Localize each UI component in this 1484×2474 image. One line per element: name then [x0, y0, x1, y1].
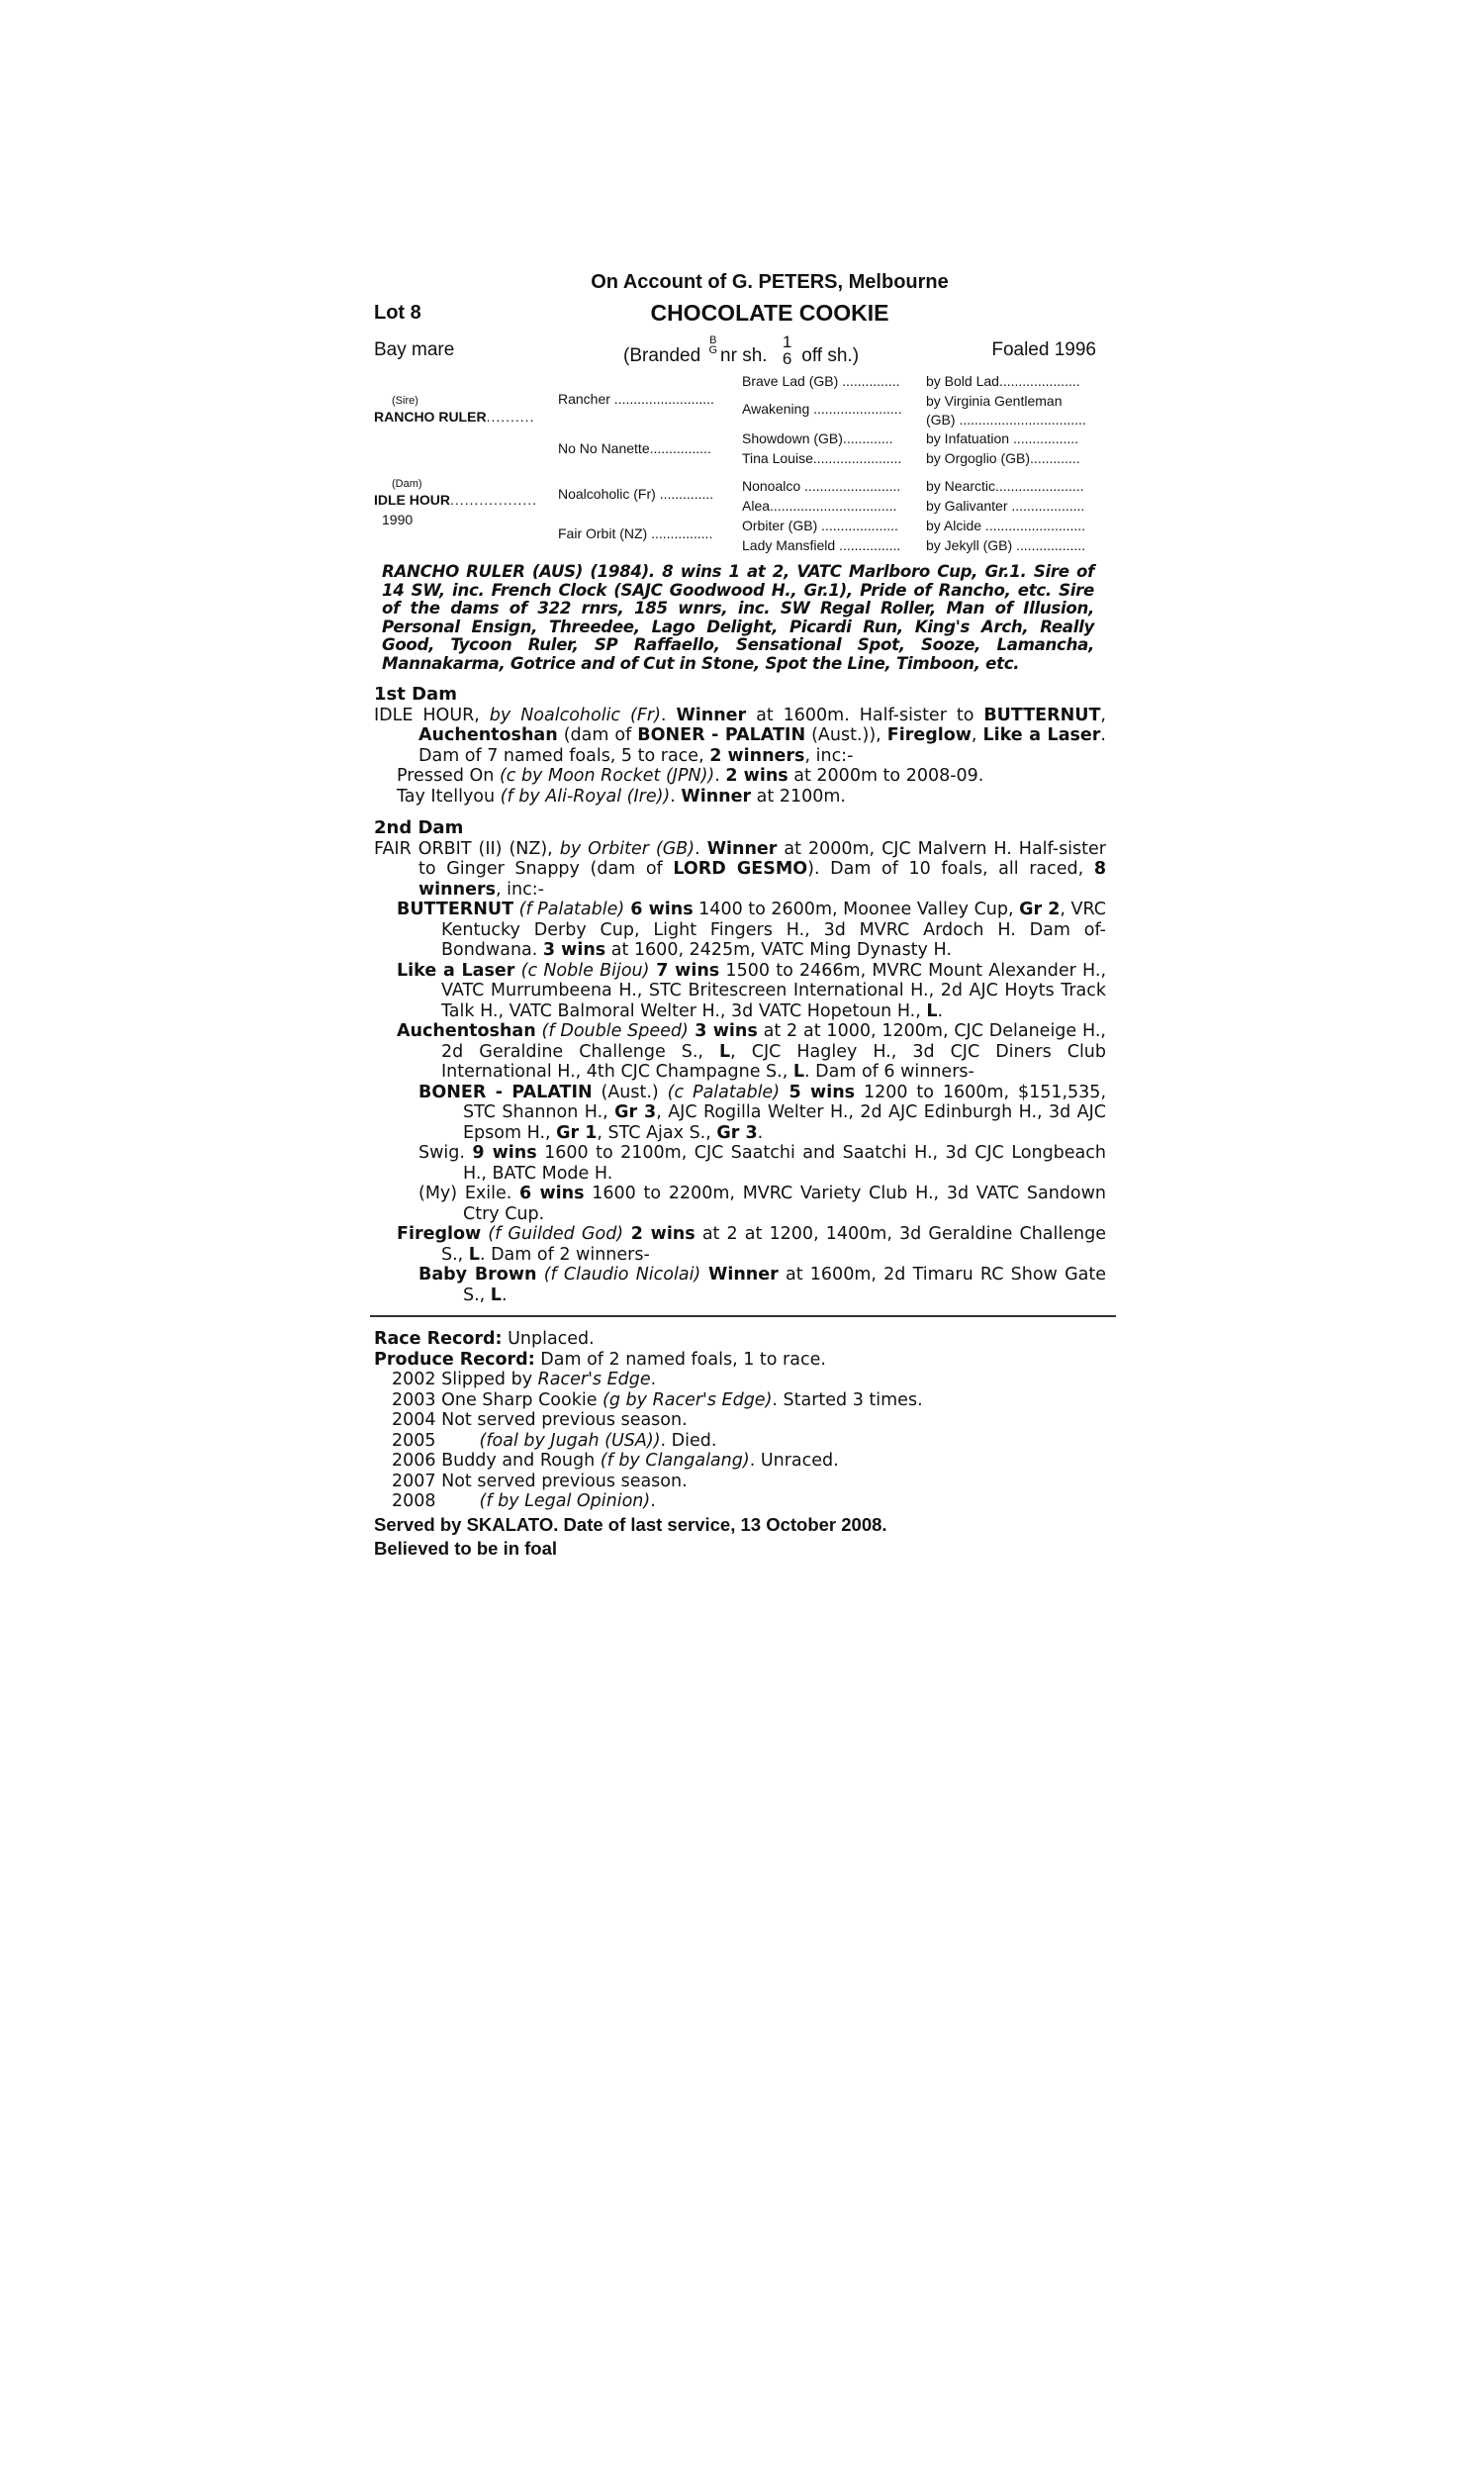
dam-name: IDLE HOUR..................	[374, 492, 538, 508]
progeny-entry: Auchentoshan (f Double Speed) 3 wins at 2 at 1000, 1200m, CJC Delaneige H., 2d Geraldine Challenge S., L, CJC Hagley H., 3d CJC Diners Club International H., 4th CJC Champagne S., L. Dam of 6 winners-	[397, 1021, 1107, 1082]
foaled-year: Foaled 1996	[991, 339, 1096, 360]
foal-status: Believed to be in foal	[374, 1537, 558, 1559]
second-dam-heading: 2nd Dam	[374, 817, 464, 838]
brand-mark-bottom: G	[708, 344, 718, 356]
service-note: Served by SKALATO. Date of last service, 13 October 2008.	[374, 1513, 887, 1535]
brand-fraction-den: 6	[782, 349, 792, 368]
granddam-1: No No Nanette................	[558, 440, 711, 456]
sire-label: (Sire)	[392, 395, 418, 407]
sire-summary: RANCHO RULER (AUS) (1984). 8 wins 1 at 2, VATC Marlboro Cup, Gr.1. Sire of 14 SW, inc. French Clock (SAJC Goodwood H., Gr.1), Pride of Rancho, etc. Sire of the dams of 322 rnrs, 185 wnrs, inc. SW Regal Roller, Man of Illusion, Personal Ensign, Threedee, Lago Delight, Picardi Run, King's Arch, Really Good, Tycoon Ruler, SP Raffaello, Sensational Spot, Sooze, Lamancha, Mannakarma, Gotrice and of Cut in Stone, Spot the Line, Timboon, etc.	[382, 562, 1094, 673]
grand-progeny-entry: (My) Exile. 6 wins 1600 to 2200m, MVRC Variety Club H., 3d VATC Sandown Ctry Cup.	[418, 1184, 1107, 1224]
gggsire-6: by Galivanter ...................	[926, 498, 1085, 514]
ggsire-4: Orbiter (GB) ....................	[742, 518, 898, 533]
progeny-entry: BUTTERNUT (f Palatable) 6 wins 1400 to 2600m, Moonee Valley Cup, Gr 2, VRC Kentucky Derby Cup, Light Fingers H., 3d MVRC Ardoch H. Dam of- Bondwana. 3 wins at 1600, 2425m, VATC Ming Dynasty H.	[397, 900, 1106, 960]
produce-year: 2003 One Sharp Cookie (g by Racer's Edge). Started 3 times.	[392, 1389, 923, 1410]
brand-suffix: off sh.)	[801, 345, 860, 367]
catalogue-page	[374, 271, 1106, 1560]
gggsire-1: by Bold Lad.....................	[926, 373, 1080, 389]
pedigree-table	[374, 373, 1106, 551]
grandsire-2: Noalcoholic (Fr) ..............	[558, 486, 714, 502]
first-dam-heading: 1st Dam	[374, 684, 457, 705]
section-divider	[370, 1315, 1116, 1317]
gggsire-3: by Infatuation .................	[926, 430, 1079, 446]
ggsire-1: Brave Lad (GB) ...............	[742, 373, 900, 389]
horse-sex: Bay mare	[374, 339, 455, 360]
vendor-account: On Account of G. PETERS, Melbourne	[591, 271, 949, 293]
brand-fraction	[783, 333, 791, 367]
race-record: Race Record: Unplaced.	[374, 1329, 595, 1349]
lot-row	[374, 300, 1106, 330]
gggsire-2b: (GB) .................................	[926, 412, 1086, 428]
grand-progeny-entry: Swig. 9 wins 1600 to 2100m, CJC Saatchi and Saatchi H., 3d CJC Longbeach H., BATC Mode H.	[418, 1143, 1106, 1184]
ggdam-3: Alea.................................	[742, 498, 897, 514]
second-dam-entry: FAIR ORBIT (II) (NZ), by Orbiter (GB). Winner at 2000m, CJC Malvern H. Half-sister to Ginger Snappy (dam of LORD GESMO). Dam of 10 foals, all raced, 8 winners, inc:-	[374, 838, 1106, 900]
produce-year: 2004 Not served previous season.	[392, 1410, 688, 1430]
records-section	[374, 1329, 1106, 1512]
dam-label: (Dam)	[392, 478, 422, 490]
dam-year: 1990	[382, 512, 414, 527]
progeny-entry: Fireglow (f Guilded God) 2 wins at 2 at 1200, 1400m, 3d Geraldine Challenge S., L. Dam of 2 winners-	[397, 1224, 1106, 1265]
gggsire-8: by Jekyll (GB) ..................	[926, 537, 1086, 553]
progeny-entry: Like a Laser (c Noble Bijou) 7 wins 1500 to 2466m, MVRC Mount Alexander H., VATC Murrumbeena H., STC Britescreen International H., 2d AJC Hoyts Track Talk H., VATC Balmoral Welter H., 3d VATC Hopetoun H., L.	[397, 960, 1107, 1021]
produce-year: 2006 Buddy and Rough (f by Clangalang). Unraced.	[392, 1451, 839, 1471]
lot-number: Lot 8	[374, 302, 421, 324]
brand-fraction-num: 1	[782, 333, 792, 351]
ggsire-2: Showdown (GB).............	[742, 430, 893, 446]
horse-name: CHOCOLATE COOKIE	[650, 300, 889, 326]
progeny-entry: Pressed On (c by Moon Rocket (JPN)). 2 wins at 2000m to 2008-09.	[397, 766, 984, 786]
gggsire-7: by Alcide ..........................	[926, 518, 1086, 533]
progeny-entry: Tay Itellyou (f by Ali-Royal (Ire)). Winner at 2100m.	[397, 786, 846, 807]
second-dam-section	[374, 818, 1106, 1305]
produce-year: 2002 Slipped by Racer's Edge.	[392, 1370, 657, 1389]
brand-middle: nr sh.	[720, 345, 768, 367]
description-row	[374, 332, 1106, 373]
first-dam-section	[374, 685, 1106, 807]
produce-year: 2007 Not served previous season.	[392, 1471, 688, 1491]
sire-name: RANCHO RULER..........	[374, 409, 535, 425]
produce-year: 2008 (f by Legal Opinion).	[392, 1491, 656, 1511]
gggsire-5: by Nearctic.......................	[926, 478, 1084, 494]
gggsire-4: by Orgoglio (GB).............	[926, 450, 1080, 466]
grandsire-1: Rancher ..........................	[558, 391, 714, 407]
grand-progeny-entry: BONER - PALATIN (Aust.) (c Palatable) 5 wins 1200 to 1600m, $151,535, STC Shannon H., Gr 3, AJC Rogilla Welter H., 2d AJC Edinburgh H., 3d AJC Epsom H., Gr 1, STC Ajax S., Gr 3.	[418, 1082, 1107, 1143]
granddam-2: Fair Orbit (NZ) ................	[558, 525, 713, 541]
brand-mark-top: B	[709, 334, 717, 346]
ggdam-2: Tina Louise.......................	[742, 450, 902, 466]
produce-year: 2005 (foal by Jugah (USA)). Died.	[392, 1430, 717, 1451]
ggsire-3: Nonoalco .........................	[742, 478, 901, 494]
brand-mark	[708, 335, 717, 355]
gggsire-2a: by Virginia Gentleman	[926, 393, 1063, 409]
grand-progeny-entry: Baby Brown (f Claudio Nicolai) Winner at 1600m, 2d Timaru RC Show Gate S., L.	[418, 1265, 1107, 1305]
first-dam-entry: IDLE HOUR, by Noalcoholic (Fr). Winner at 1600m. Half-sister to BUTTERNUT, Auchentoshan (dam of BONER - PALATIN (Aust.)), Fireglow, Like a Laser. Dam of 7 named foals, 5 to race, 2 winners, inc:-	[374, 705, 1106, 766]
produce-record: Produce Record: Dam of 2 named foals, 1 to race.	[374, 1349, 826, 1370]
ggdam-1: Awakening .......................	[742, 401, 902, 417]
ggdam-4: Lady Mansfield ................	[742, 537, 901, 553]
brand-prefix: (Branded	[623, 345, 701, 367]
brand-description	[623, 333, 860, 373]
